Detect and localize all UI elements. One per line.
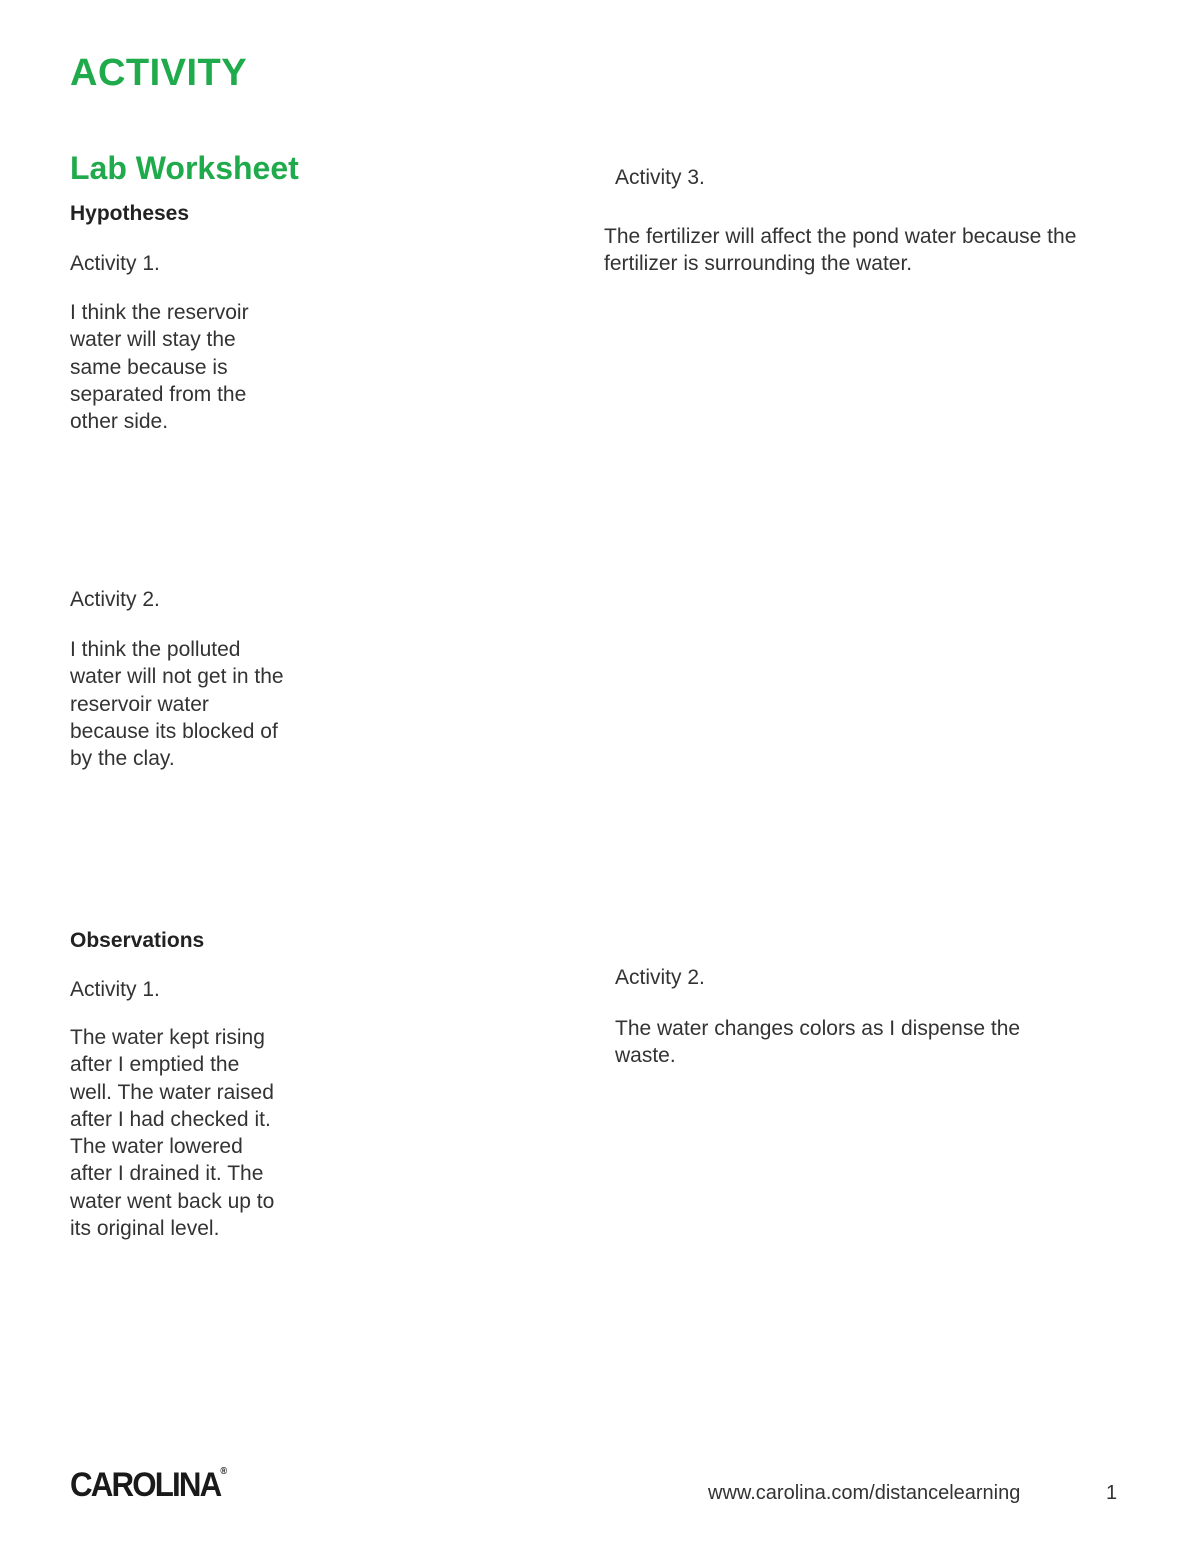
text-line: I think the reservoir	[70, 301, 249, 324]
text-line: reservoir water	[70, 692, 209, 716]
logo-text: CAROLINA	[70, 1466, 221, 1504]
hypothesis-activity3-label: Activity 3.	[615, 166, 705, 189]
text-line: water went back up to	[70, 1189, 275, 1213]
observation-activity1-label: Activity 1.	[70, 978, 160, 1001]
text-line: well. The water raised	[70, 1080, 274, 1104]
text-line: because its blocked of	[70, 719, 278, 743]
hypothesis-activity2-label: Activity 2.	[70, 588, 160, 611]
text-line: separated from the	[70, 382, 247, 406]
text-line: by the clay.	[70, 747, 175, 771]
observation-activity1-text	[70, 1024, 320, 1242]
text-line: same because is	[70, 355, 228, 379]
hypothesis-activity1-text	[70, 299, 320, 435]
footer-url[interactable]: www.carolina.com/distancelearning	[708, 1482, 1021, 1504]
carolina-logo	[70, 1466, 227, 1505]
text-line: after I had checked it.	[70, 1107, 271, 1131]
text-line: other side.	[70, 410, 169, 434]
observation-activity2-label: Activity 2.	[615, 966, 705, 989]
observation-activity2-text	[615, 1015, 1160, 1070]
text-line: its original level.	[70, 1217, 220, 1241]
text-line: after I emptied the	[70, 1053, 240, 1077]
text-line: fertilizer is surrounding the water.	[604, 252, 913, 276]
text-line: after I drained it. The	[70, 1162, 264, 1186]
hypothesis-activity3-text	[604, 223, 1149, 278]
hypotheses-heading: Hypotheses	[70, 202, 190, 225]
text-line: water will not get in the	[70, 665, 284, 689]
text-line: The fertilizer will affect the pond water because the	[604, 225, 1077, 248]
trademark-icon: ®	[220, 1466, 228, 1477]
text-line: water will stay the	[70, 328, 236, 352]
page-number: 1	[1106, 1482, 1118, 1504]
text-line: The water changes colors as I dispense the	[615, 1017, 1021, 1040]
hypothesis-activity2-text	[70, 636, 320, 772]
observations-heading: Observations	[70, 929, 205, 952]
text-line: I think the polluted	[70, 638, 241, 661]
activity-title: ACTIVITY	[70, 52, 248, 94]
hypothesis-activity1-label: Activity 1.	[70, 252, 160, 275]
page-title: Lab Worksheet	[70, 150, 299, 186]
text-line: The water lowered	[70, 1135, 243, 1159]
text-line: The water kept rising	[70, 1026, 265, 1049]
text-line: waste.	[615, 1044, 676, 1068]
